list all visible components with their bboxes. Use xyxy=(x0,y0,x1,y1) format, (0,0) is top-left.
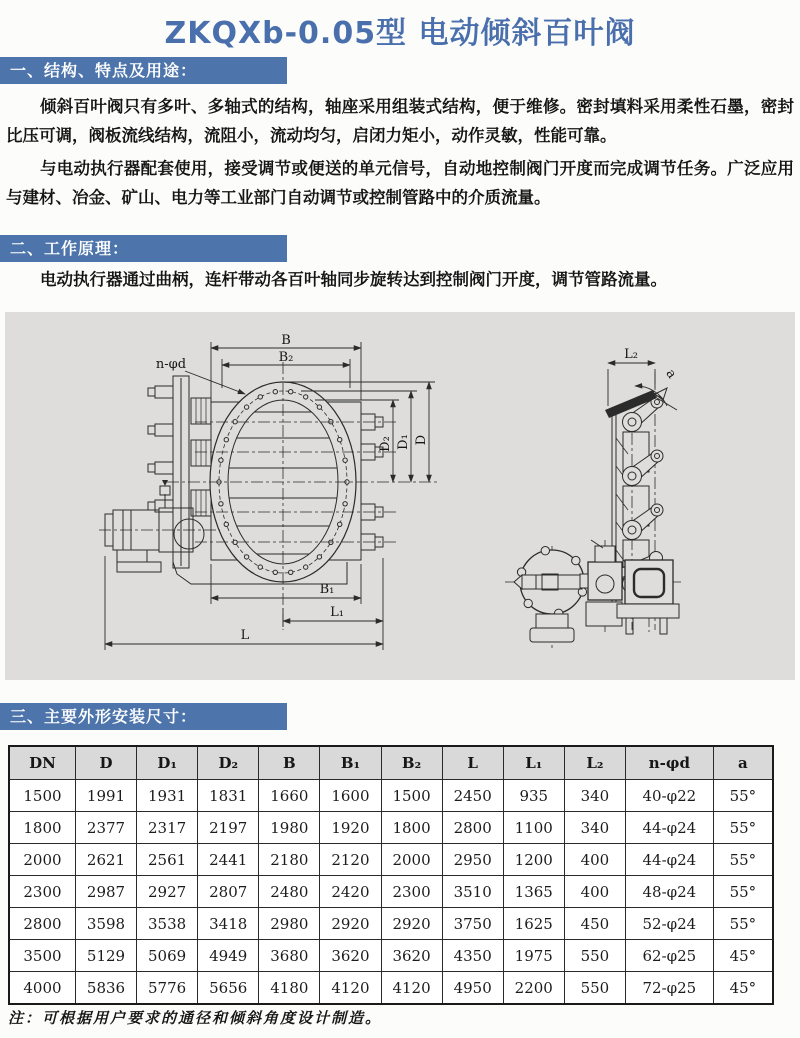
table-cell: 55° xyxy=(713,780,773,812)
table-cell: 44-φ24 xyxy=(625,844,713,876)
table-cell: 2120 xyxy=(320,844,381,876)
table-header-cell: L₂ xyxy=(564,746,625,780)
table-cell: 2200 xyxy=(503,972,564,1005)
table-cell: 935 xyxy=(503,780,564,812)
table-cell: 4120 xyxy=(320,972,381,1005)
table-cell: 55° xyxy=(713,908,773,940)
table-cell: 3510 xyxy=(442,876,503,908)
dim-label-b: B xyxy=(281,333,291,348)
table-cell: 40-φ22 xyxy=(625,780,713,812)
table-cell: 2441 xyxy=(198,844,259,876)
table-header-cell: a xyxy=(713,746,773,780)
table-cell: 1800 xyxy=(381,812,442,844)
table-cell: 550 xyxy=(564,972,625,1005)
table-cell: 2927 xyxy=(137,876,198,908)
table-cell: 1920 xyxy=(320,812,381,844)
table-cell: 1800 xyxy=(9,812,75,844)
dim-label-a: a xyxy=(662,366,680,382)
table-cell: 3620 xyxy=(381,940,442,972)
paragraph: 电动执行器通过曲柄，连杆带动各百叶轴同步旋转达到控制阀门开度，调节管路流量。 xyxy=(40,270,667,289)
section-structure-body xyxy=(6,92,794,216)
table-head xyxy=(9,746,773,780)
table-header-cell: B₁ xyxy=(320,746,381,780)
table-cell: 3500 xyxy=(9,940,75,972)
table-header-row xyxy=(9,746,773,780)
table-row xyxy=(9,812,773,844)
table-cell: 3750 xyxy=(442,908,503,940)
section-heading-principle: 二、工作原理： xyxy=(0,235,287,262)
diagram-panel xyxy=(5,312,795,680)
table-cell: 4350 xyxy=(442,940,503,972)
table-header-cell: DN xyxy=(9,746,75,780)
footnote: 注：可根据用户要求的通径和倾斜角度设计制造。 xyxy=(8,1009,383,1027)
table-cell: 2621 xyxy=(75,844,136,876)
table-row xyxy=(9,908,773,940)
table-cell: 4950 xyxy=(442,972,503,1005)
table-header-cell: D xyxy=(75,746,136,780)
table-cell: 2377 xyxy=(75,812,136,844)
technical-drawing xyxy=(5,312,795,680)
table-cell: 2000 xyxy=(381,844,442,876)
table-cell: 2180 xyxy=(259,844,320,876)
table-cell: 4000 xyxy=(9,972,75,1005)
table-cell: 45° xyxy=(713,972,773,1005)
table-header-cell: L₁ xyxy=(503,746,564,780)
table-cell: 44-φ24 xyxy=(625,812,713,844)
dim-label-d2: D₂ xyxy=(378,436,393,452)
table-cell: 450 xyxy=(564,908,625,940)
table-cell: 48-φ24 xyxy=(625,876,713,908)
table-cell: 2800 xyxy=(9,908,75,940)
table-cell: 55° xyxy=(713,812,773,844)
table-cell: 1831 xyxy=(198,780,259,812)
dim-label-l2: L₂ xyxy=(624,347,638,362)
table-cell: 400 xyxy=(564,844,625,876)
section-heading-structure: 一、结构、特点及用途： xyxy=(0,57,287,84)
table-cell: 3620 xyxy=(320,940,381,972)
front-view xyxy=(99,362,437,630)
dimensions-table xyxy=(8,745,774,1005)
table-cell: 3598 xyxy=(75,908,136,940)
table-cell: 5129 xyxy=(75,940,136,972)
table-cell: 45° xyxy=(713,940,773,972)
table-cell: 2987 xyxy=(75,876,136,908)
table-cell: 1931 xyxy=(137,780,198,812)
table-body xyxy=(9,780,773,1005)
table-cell: 1100 xyxy=(503,812,564,844)
table-row xyxy=(9,972,773,1005)
table-cell: 1991 xyxy=(75,780,136,812)
table-cell: 2807 xyxy=(198,876,259,908)
table-cell: 2561 xyxy=(137,844,198,876)
side-view xyxy=(505,372,681,648)
paragraph: 与电动执行器配套使用，接受调节或便送的单元信号，自动地控制阀门开度而完成调节任务。广泛应用与建材、冶金、矿山、电力等工业部门自动调节或控制管路中的介质流量。 xyxy=(6,159,794,207)
table-header-cell: B xyxy=(259,746,320,780)
table-cell: 1625 xyxy=(503,908,564,940)
section-principle-body xyxy=(6,265,794,298)
table-header-cell: D₁ xyxy=(137,746,198,780)
table-cell: 5836 xyxy=(75,972,136,1005)
table-cell: 62-φ25 xyxy=(625,940,713,972)
table-cell: 1500 xyxy=(381,780,442,812)
dim-label-b1: B₁ xyxy=(319,582,335,597)
table-cell: 2000 xyxy=(9,844,75,876)
table-cell: 1600 xyxy=(320,780,381,812)
table-header-cell: B₂ xyxy=(381,746,442,780)
table-cell: 3418 xyxy=(198,908,259,940)
table-cell: 2920 xyxy=(320,908,381,940)
table-header-cell: n-φd xyxy=(625,746,713,780)
table-cell: 5776 xyxy=(137,972,198,1005)
dim-label-b2: B₂ xyxy=(278,350,294,365)
table-cell: 2950 xyxy=(442,844,503,876)
table-cell: 5069 xyxy=(137,940,198,972)
dim-label-l1: L₁ xyxy=(330,605,344,620)
table-cell: 550 xyxy=(564,940,625,972)
table-cell: 1365 xyxy=(503,876,564,908)
table-cell: 4120 xyxy=(381,972,442,1005)
table-row xyxy=(9,876,773,908)
table-cell: 2480 xyxy=(259,876,320,908)
table-cell: 2800 xyxy=(442,812,503,844)
table-cell: 1980 xyxy=(259,812,320,844)
section-heading-dimensions: 三、主要外形安装尺寸： xyxy=(0,703,287,730)
table-cell: 2300 xyxy=(9,876,75,908)
dim-label-d1: D₁ xyxy=(396,434,411,450)
table-cell: 5656 xyxy=(198,972,259,1005)
page-title: ZKQXb-0.05型 电动倾斜百叶阀 xyxy=(164,16,636,51)
table-cell: 2980 xyxy=(259,908,320,940)
table-header-cell: L xyxy=(442,746,503,780)
table-cell: 2450 xyxy=(442,780,503,812)
table-cell: 2420 xyxy=(320,876,381,908)
table-cell: 2317 xyxy=(137,812,198,844)
table-cell: 340 xyxy=(564,780,625,812)
table-cell: 340 xyxy=(564,812,625,844)
table-cell: 55° xyxy=(713,844,773,876)
table-cell: 1500 xyxy=(9,780,75,812)
dim-label-d: D xyxy=(414,434,429,446)
table-cell: 1200 xyxy=(503,844,564,876)
actuator-front xyxy=(99,480,220,572)
table-row xyxy=(9,940,773,972)
table-cell: 400 xyxy=(564,876,625,908)
table-cell: 2300 xyxy=(381,876,442,908)
table-cell: 2197 xyxy=(198,812,259,844)
table-cell: 52-φ24 xyxy=(625,908,713,940)
table-cell: 3538 xyxy=(137,908,198,940)
table-cell: 4180 xyxy=(259,972,320,1005)
table-cell: 3680 xyxy=(259,940,320,972)
table-cell: 1975 xyxy=(503,940,564,972)
dim-label-n-phi-d: n-φd xyxy=(155,357,187,372)
table-cell: 1660 xyxy=(259,780,320,812)
table-header-cell: D₂ xyxy=(198,746,259,780)
paragraph: 倾斜百叶阀只有多叶、多轴式的结构，轴座采用组装式结构，便于维修。密封填料采用柔性石墨，密封比压可调，阀板流线结构，流阻小，流动均匀，启闭力矩小，动作灵敏，性能可靠。 xyxy=(6,97,794,145)
table-row xyxy=(9,844,773,876)
actuator-side xyxy=(505,540,681,648)
table-cell: 72-φ25 xyxy=(625,972,713,1005)
table-cell: 4949 xyxy=(198,940,259,972)
dim-label-l: L xyxy=(240,628,250,643)
table-row xyxy=(9,780,773,812)
table-cell: 2920 xyxy=(381,908,442,940)
table-cell: 55° xyxy=(713,876,773,908)
